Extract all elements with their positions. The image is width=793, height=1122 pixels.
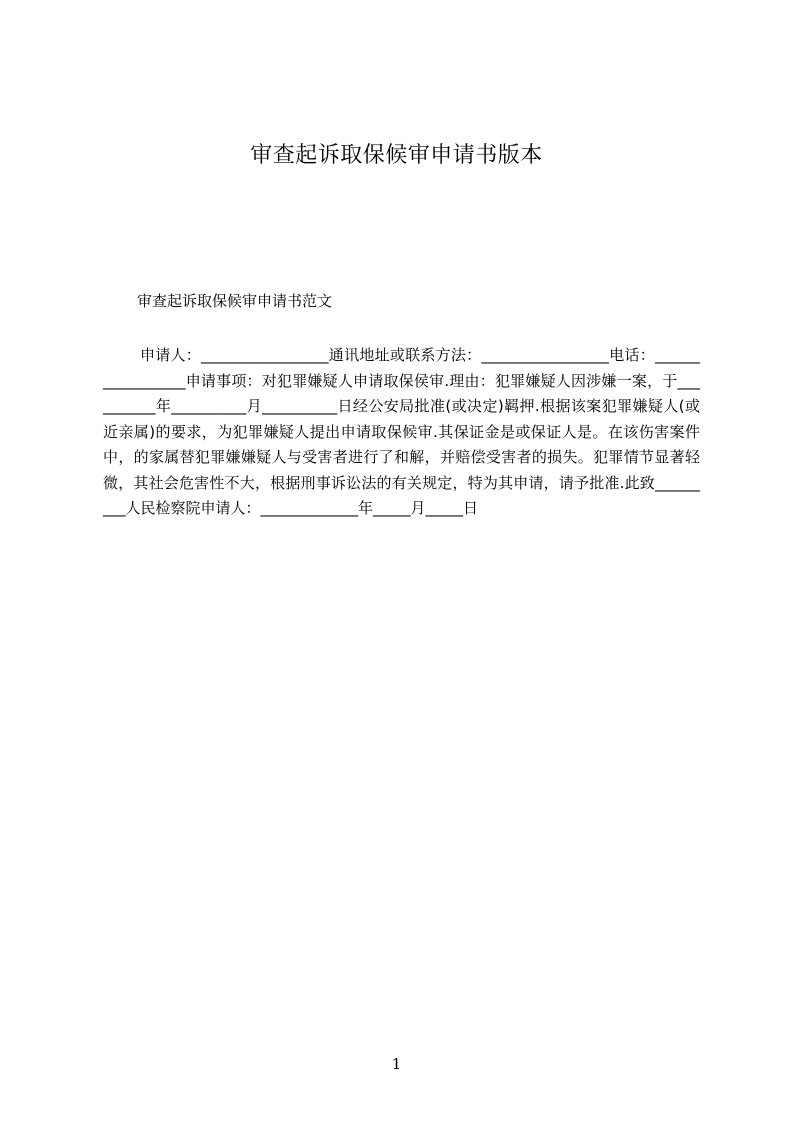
page-number: 1 [391,1055,402,1073]
document-body-paragraph: 申请人：_________________通讯地址或联系方法：_________________电话：_________________申请事项：对犯罪嫌疑人申请取保侯审.理由：犯罪嫌疑人因涉嫌一案，于__________年__________月__________日经公安局批准(或决定)羁押.根据该案犯罪嫌疑人(或近亲属)的要求，为犯罪嫌疑人提出申请取保候审.其保证金是或保证人是。在该伤害案件中，的家属替犯罪嫌嫌疑人与受害者进行了和解，并赔偿受害者的损失。犯罪情节显著轻微，其社会危害性不大，根据刑事诉讼法的有关规定，特为其申请，请予批准.此致_________人民检察院申请人：_____________年_____月_____日 [103,346,700,517]
document-title: 审查起诉取保候审申请书版本 [250,143,543,168]
document-subtitle: 审查起诉取保候审申请书范文 [137,292,333,310]
